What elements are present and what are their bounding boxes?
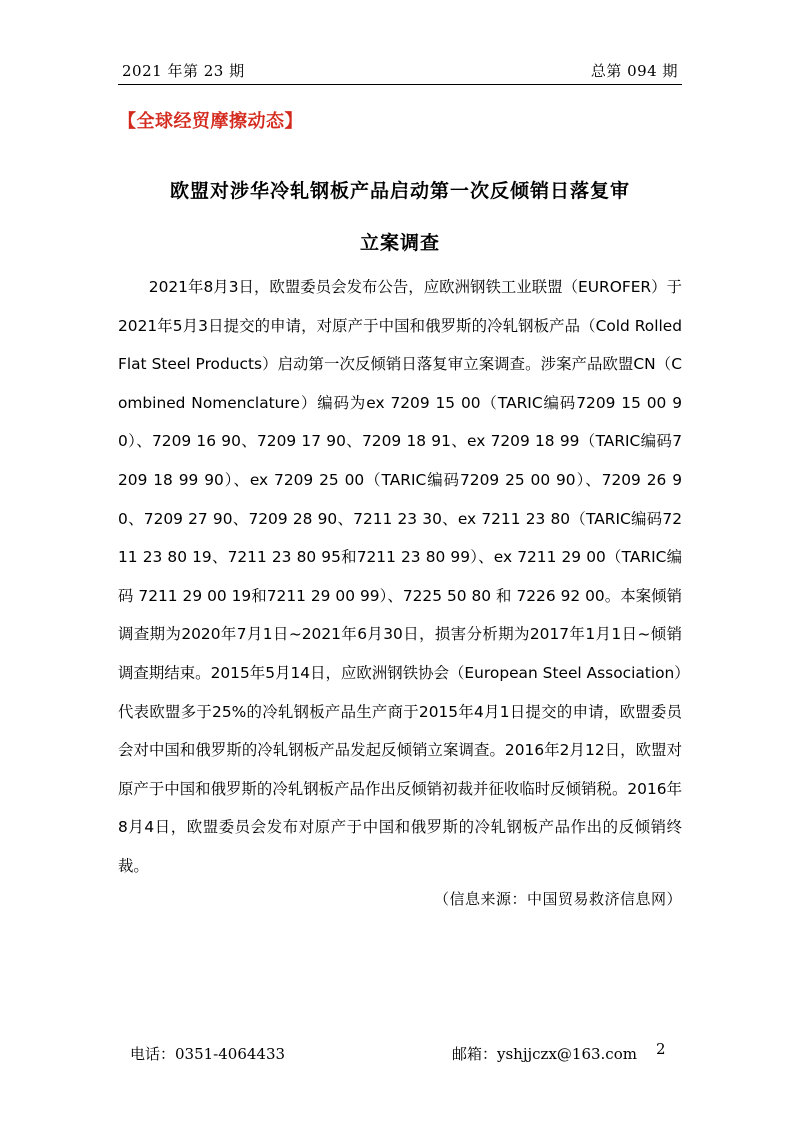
article-title-line-1: 欧盟对涉华冷轧钢板产品启动第一次反倾销日落复审 (169, 180, 630, 202)
header-divider (118, 84, 682, 85)
article-title (118, 165, 682, 269)
article-source: （信息来源：中国贸易救济信息网） (433, 890, 682, 908)
header-issue: 2021 年第 23 期 (122, 62, 245, 80)
footer-email: 邮箱：yshjjczx@163.com (452, 1045, 637, 1063)
page-number: 2 (656, 1040, 666, 1058)
article-body (118, 268, 682, 886)
article-title-line-2: 立案调查 (359, 232, 440, 254)
header-total-issue: 总第 094 期 (590, 62, 678, 80)
article-paragraph: 2021年8月3日，欧盟委员会发布公告，应欧洲钢铁工业联盟（EUROFER）于2021年5月3日提交的申请，对原产于中国和俄罗斯的冷轧钢板产品（Cold Rolled Flat Steel Products）启动第一次反倾销日落复审立案调查。涉案产品欧盟CN（Combined Nomenclature）编码为ex 7209 15 00（TARIC编码7209 15 00 90）、7209 16 90、7209 17 90、7209 18 91、ex 7209 18 99（TARIC编码7209 18 99 90）、ex 7209 25 00（TARIC编码7209 25 00 90）、7209 26 90、7209 27 90、7209 28 90、7211 23 30、ex 7211 23 80（TARIC编码7211 23 80 19、7211 23 80 95和7211 23 80 99）、ex 7211 29 00（TARIC编码 7211 29 00 19和7211 29 00 99）、7225 50 80 和 7226 92 00。本案倾销调查期为2020年7月1日~2021年6月30日，损害分析期为2017年1月1日~倾销调查期结束。2015年5月14日，应欧洲钢铁协会（European Steel Association）代表欧盟多于25%的冷轧钢板产品生产商于2015年4月1日提交的申请，欧盟委员会对中国和俄罗斯的冷轧钢板产品发起反倾销立案调查。2016年2月12日，欧盟对原产于中国和俄罗斯的冷轧钢板产品作出反倾销初裁并征收临时反倾销税。2016年8月4日，欧盟委员会发布对原产于中国和俄罗斯的冷轧钢板产品作出的反倾销终裁。 (118, 278, 682, 875)
footer-phone: 电话：0351-4064433 (130, 1045, 286, 1063)
section-tag: 【全球经贸摩擦动态】 (118, 111, 303, 132)
